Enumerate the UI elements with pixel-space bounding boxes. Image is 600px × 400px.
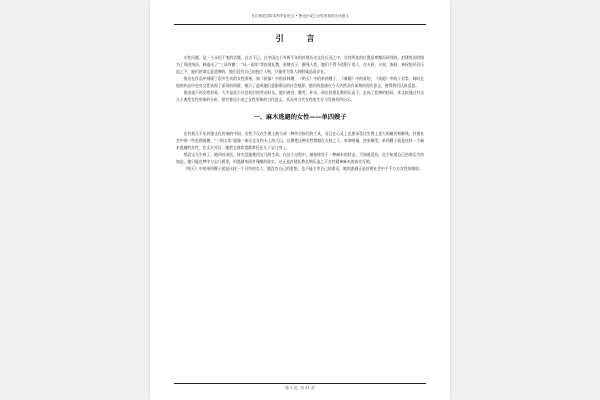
page-title: 引 言 bbox=[275, 34, 325, 43]
section-paragraph: 在有着几千年封建文化传统的中国，女性不仅在生理上被当成一种传宗接代的工具，而且在心灵上也要承受比生理上更大的痛苦和摧残。封建社会中的一些伦理道德，“三纲五常”就像一座压在女性头上的大山。长期把这种女性禁锢在夫权之下，奉命唯谨，逆来顺受。单四嫂子就是这样一个麻木逃避的女性，在丈夫死后，她把全部希望都寄托在儿子宝儿身上。 bbox=[176, 131, 424, 150]
document-body bbox=[176, 34, 424, 380]
section-title: 一、麻木逃避的女性——单四嫂子 bbox=[253, 114, 347, 121]
section-paragraph: 然而宝儿生病了，她四处求医，终究没能挽回宝儿的生命。在这个过程中，她始终处于一种麻木的状态，不知道反抗，也不知道自己的命运为何如此。她只能在梦中与宝儿相见，用逃避来面对残酷的现实，这正是封建礼教长期压迫之下女性精神麻木的真实写照。 bbox=[176, 152, 424, 164]
document-page bbox=[150, 0, 450, 400]
page-footer: 第 1 页，共 11 页 bbox=[174, 383, 426, 394]
running-header: 长江师范学院本科毕业论文 • 鲁迅小说之女性形象的当代意义 bbox=[174, 14, 426, 25]
intro-paragraph: 鲁迅笔下的女性形象，大多是处于社会底层的劳动妇女，她们善良、勤劳、朴实，却在封建礼教的压迫下，走向了悲惨的结局。本文拟通过对这几个典型女性形象的分析，探究鲁迅小说之女性形象的当代意义，从而对当代女性的生存与发展有所启示。 bbox=[176, 90, 424, 102]
intro-paragraph: 鲁迅在作品中刻画了很多生动的女性形象，如《祝福》中的祥林嫂，《明天》中的单四嫂子，《离婚》中的爱姑，《伤逝》中的子君等。同时在他的作品中也对女性表现了深切的同情，揭示了造成她们悲剧命运的社会根源。她们的悲剧在今天仍然具有深刻的现实意义，值得我们认真反思。 bbox=[176, 76, 424, 88]
section-paragraph: 《明天》中的单四嫂子就是这样一个可怜的女人，她没有自己的思想，也不能主宰自己的命运，她的悲剧正是封建社会中千千万万女性的缩影。 bbox=[183, 166, 423, 171]
intro-paragraph: 女性问题，是一个永恒不变的话题，自古不已。在中国这个有两千年的封建历史文化长河之中，女性所处的位置是卑微而屈辱的。封建统治阶级为了巩固统治，制造出了“三从四德”、“从一而终”等封建礼教，束缚女子，摧残人性。她们不得不依附于男人，在夫权、父权、族权、神权的层层压迫之下，她们的命运是悲惨的，她们没有自己的独立人格，只能作为男人的附属品而存在。 bbox=[176, 55, 424, 74]
